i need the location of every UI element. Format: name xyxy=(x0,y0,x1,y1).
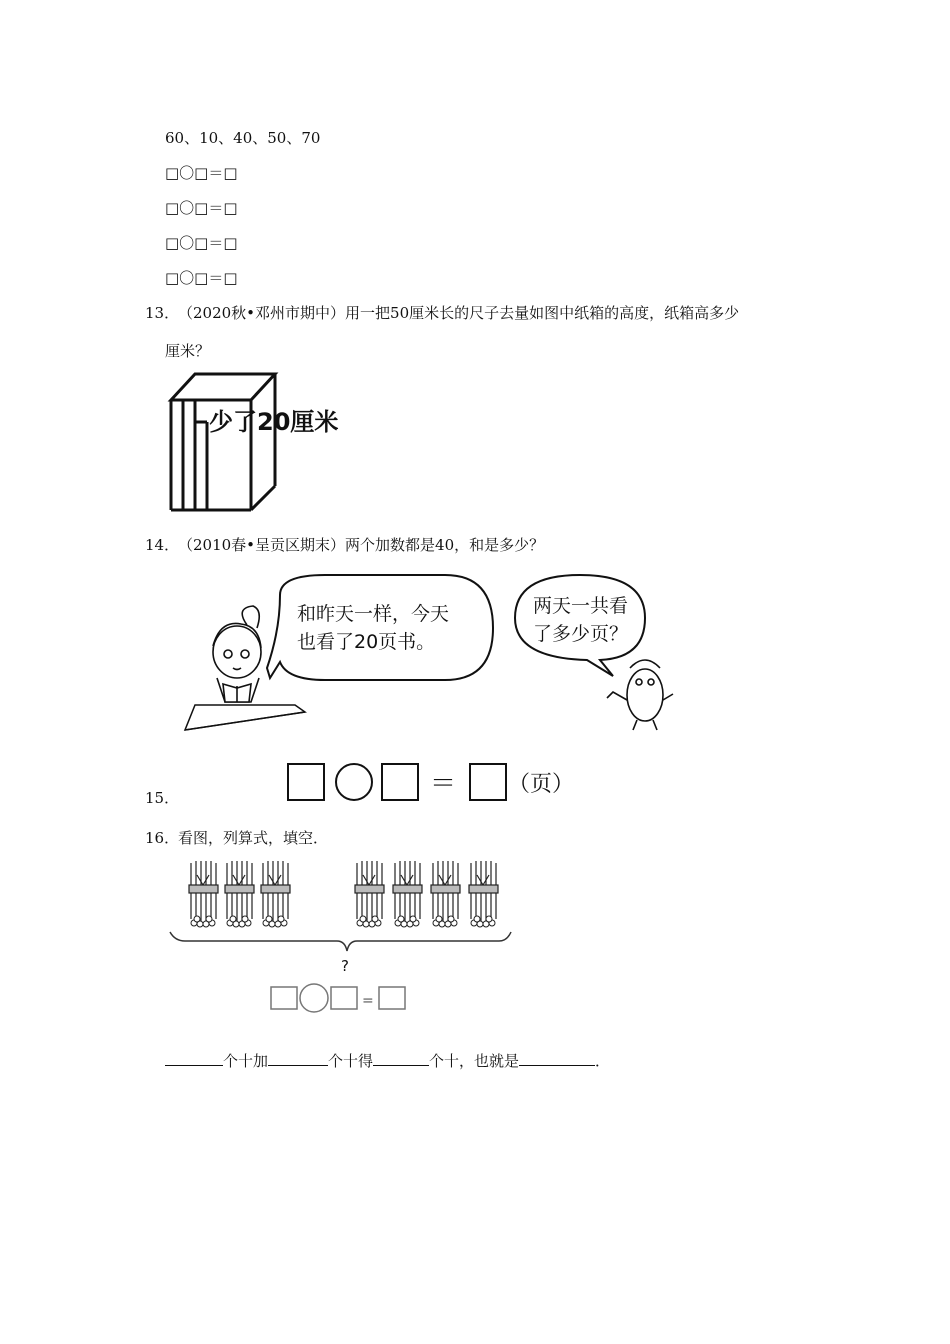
fill-blank[interactable] xyxy=(373,1050,429,1066)
bundle-of-ten-icon xyxy=(469,861,498,927)
fill-blank[interactable] xyxy=(165,1050,223,1066)
q14-illustration xyxy=(175,570,715,735)
page-unit: （页） xyxy=(508,772,575,797)
total-brace xyxy=(170,932,511,951)
q13-figure-label: 少了20厘米 xyxy=(209,408,339,436)
q14-text: （2010春•呈贡区期末）两个加数都是40，和是多少？ xyxy=(178,536,545,554)
bundle-of-ten-icon xyxy=(189,861,218,927)
answer-box[interactable] xyxy=(470,764,506,800)
left-bubble-line1: 和昨天一样，今天 xyxy=(297,603,450,625)
q13-text-line2: 厘米？ xyxy=(165,342,211,360)
fill-text: 个十加 xyxy=(223,1052,269,1070)
operator-circle[interactable] xyxy=(300,984,328,1012)
equation-line: □〇□＝□ xyxy=(165,199,238,217)
bundle-of-ten-icon xyxy=(431,861,460,927)
q16-bundles-figure xyxy=(165,855,525,1017)
answer-box[interactable] xyxy=(288,764,324,800)
numbers-line: 60、10、40、50、70 xyxy=(165,129,321,147)
bundle-of-ten-icon xyxy=(355,861,384,927)
equals-sign: = xyxy=(362,993,374,1009)
answer-box[interactable] xyxy=(379,987,405,1009)
operator-circle[interactable] xyxy=(336,764,372,800)
right-bubble-line2: 了多少页？ xyxy=(533,623,629,645)
answer-box[interactable] xyxy=(331,987,357,1009)
equation-line: □〇□＝□ xyxy=(165,234,238,252)
q14-number: 14． xyxy=(145,536,180,554)
bundle-of-ten-icon xyxy=(225,861,254,927)
fill-blank[interactable] xyxy=(519,1050,595,1066)
girl-reading-icon xyxy=(213,606,261,702)
answer-box[interactable] xyxy=(271,987,297,1009)
bundle-of-ten-icon xyxy=(261,861,290,927)
answer-box[interactable] xyxy=(382,764,418,800)
desk xyxy=(185,705,305,730)
q15-number: 15． xyxy=(145,789,180,807)
q13-box-figure xyxy=(163,370,348,515)
equation-line: □〇□＝□ xyxy=(165,269,238,287)
left-bubble-line2: 也看了20页书。 xyxy=(297,631,436,653)
equals-sign: ＝ xyxy=(430,769,457,799)
right-bubble-line1: 两天一共看 xyxy=(533,595,629,617)
question-mark: ? xyxy=(341,957,349,975)
equation-line: □〇□＝□ xyxy=(165,164,238,182)
q16-fill-line xyxy=(165,1050,610,1071)
q13-number: 13． xyxy=(145,304,180,322)
fill-text: 个十得 xyxy=(328,1052,374,1070)
bundle-of-ten-icon xyxy=(393,861,422,927)
q16-text: 看图，列算式，填空． xyxy=(178,829,329,847)
q13-text-line1: （2020秋•邓州市期中）用一把50厘米长的尺子去量如图中纸箱的高度，纸箱高多少 xyxy=(178,304,740,322)
cartoon-character-icon xyxy=(607,660,673,730)
q15-equation-figure xyxy=(280,760,590,808)
fill-blank[interactable] xyxy=(268,1050,328,1066)
fill-text: 个十，也就是 xyxy=(429,1052,520,1070)
q16-number: 16． xyxy=(145,829,180,847)
fill-text: ． xyxy=(595,1052,611,1070)
left-speech-bubble xyxy=(267,575,493,680)
